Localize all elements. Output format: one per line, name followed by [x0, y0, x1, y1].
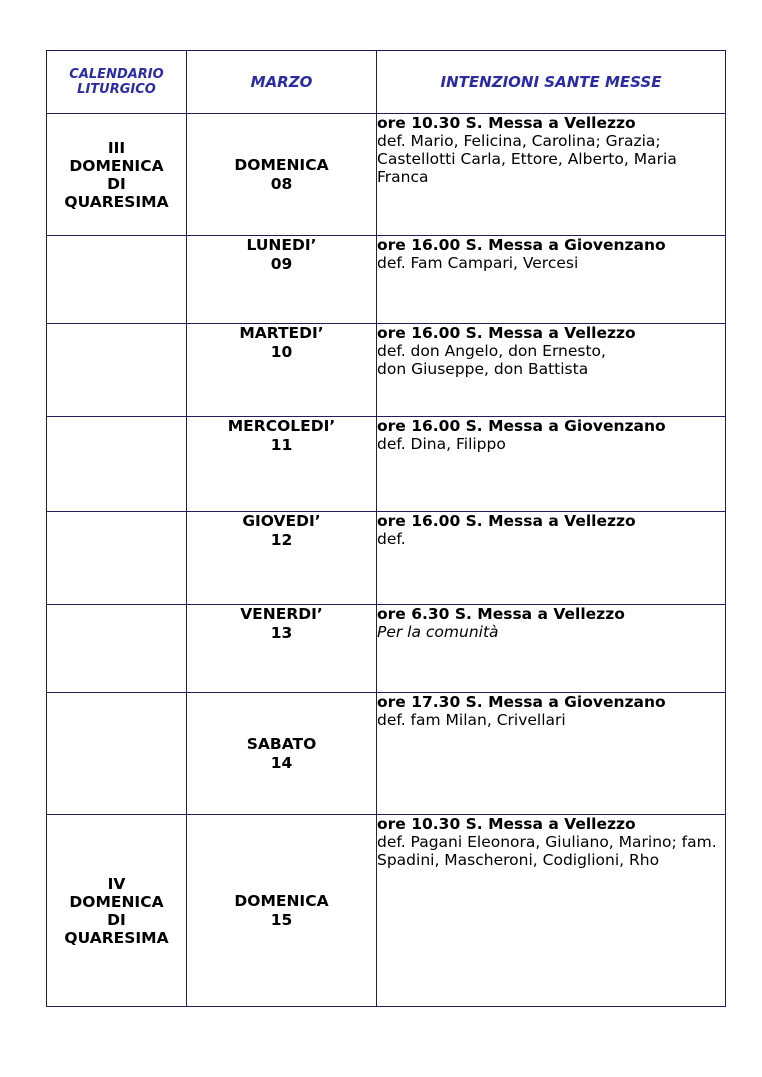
table-row [47, 236, 726, 324]
day-number: 13 [270, 624, 293, 642]
liturgical-line: DI [107, 910, 126, 929]
liturgical-cell [47, 324, 187, 417]
table-row [47, 605, 726, 693]
table-row [47, 512, 726, 605]
day-name: MERCOLEDI’ [227, 417, 336, 435]
mass-schedule-table [46, 50, 726, 1007]
liturgical-cell [47, 236, 187, 324]
intention-text: Per la comunità [377, 623, 499, 641]
liturgical-cell [47, 605, 187, 693]
liturgical-cell [47, 512, 187, 605]
day-cell [187, 605, 377, 693]
day-number: 11 [270, 436, 293, 454]
header-liturgical-line1: CALENDARIO [69, 67, 164, 82]
day-cell [187, 236, 377, 324]
mass-time: ore 17.30 S. Messa a Giovenzano [377, 693, 666, 711]
intentions-cell [377, 324, 726, 417]
day-name: DOMENICA [234, 155, 329, 174]
day-cell [187, 417, 377, 512]
intentions-cell [377, 815, 726, 1007]
day-number: 09 [270, 255, 293, 273]
day-name: MARTEDI’ [239, 324, 324, 342]
intentions-cell [377, 605, 726, 693]
mass-time: ore 16.00 S. Messa a Giovenzano [377, 236, 666, 254]
intention-text: def. Pagani Eleonora, Giuliano, Marino; fam. Spadini, Mascheroni, Codiglioni, Rho [377, 833, 717, 869]
day-number: 12 [270, 531, 293, 549]
intentions-cell [377, 236, 726, 324]
intention-text: def. Mario, Felicina, Carolina; Grazia; Castellotti Carla, Ettore, Alberto, Maria Franca [377, 132, 677, 186]
liturgical-cell [47, 815, 187, 1007]
day-cell [187, 693, 377, 815]
day-cell [187, 815, 377, 1007]
intentions-cell [377, 417, 726, 512]
liturgical-cell [47, 417, 187, 512]
table-row [47, 324, 726, 417]
liturgical-line: IV [107, 874, 126, 893]
liturgical-cell [47, 693, 187, 815]
day-number: 14 [270, 753, 293, 772]
liturgical-line: DOMENICA [69, 892, 164, 911]
day-name: SABATO [246, 734, 317, 753]
day-name: GIOVEDI’ [242, 512, 321, 530]
intention-text: def. [377, 530, 406, 548]
day-name: DOMENICA [234, 891, 329, 910]
day-name: LUNEDI’ [246, 236, 317, 254]
mass-time: ore 6.30 S. Messa a Vellezzo [377, 605, 625, 623]
intention-text: def. Dina, Filippo [377, 435, 506, 453]
intentions-cell [377, 512, 726, 605]
table-row [47, 114, 726, 236]
mass-time: ore 16.00 S. Messa a Vellezzo [377, 324, 636, 342]
liturgical-line: DI [107, 174, 126, 193]
day-name: VENERDI’ [240, 605, 323, 623]
day-cell [187, 512, 377, 605]
header-liturgical-line2: LITURGICO [77, 82, 156, 97]
table-header-row [47, 51, 726, 114]
liturgical-line: III [107, 138, 126, 157]
intention-text: don Giuseppe, don Battista [377, 360, 589, 378]
day-cell [187, 324, 377, 417]
mass-time: ore 10.30 S. Messa a Vellezzo [377, 815, 636, 833]
intentions-cell [377, 693, 726, 815]
header-month: MARZO [187, 51, 377, 114]
day-number: 08 [270, 174, 293, 193]
day-number: 10 [270, 343, 293, 361]
mass-time: ore 10.30 S. Messa a Vellezzo [377, 114, 636, 132]
liturgical-line: DOMENICA [69, 156, 164, 175]
day-cell [187, 114, 377, 236]
table-row [47, 815, 726, 1007]
day-number: 15 [270, 910, 293, 929]
intention-text: def. Fam Campari, Vercesi [377, 254, 579, 272]
table-row [47, 693, 726, 815]
liturgical-line: QUARESIMA [64, 192, 169, 211]
table-row [47, 417, 726, 512]
header-intentions: INTENZIONI SANTE MESSE [377, 51, 726, 114]
intention-text: def. don Angelo, don Ernesto, [377, 342, 606, 360]
liturgical-cell [47, 114, 187, 236]
mass-time: ore 16.00 S. Messa a Giovenzano [377, 417, 666, 435]
intentions-cell [377, 114, 726, 236]
header-liturgical-calendar [47, 51, 187, 114]
intention-text: def. fam Milan, Crivellari [377, 711, 566, 729]
mass-time: ore 16.00 S. Messa a Vellezzo [377, 512, 636, 530]
liturgical-line: QUARESIMA [64, 928, 169, 947]
